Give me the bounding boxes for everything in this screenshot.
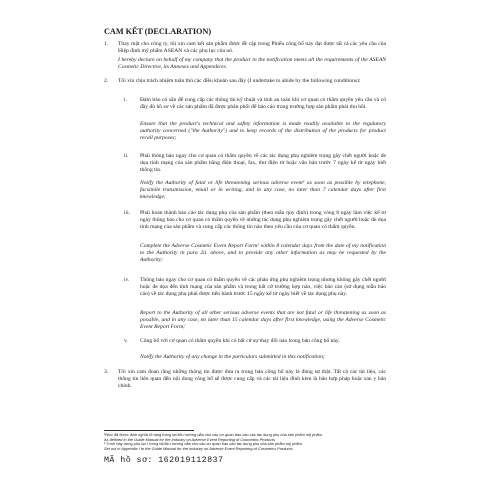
item-iii-number: iii. bbox=[124, 210, 131, 216]
section-2-number: 2. bbox=[104, 78, 109, 84]
item-iii-vi: Phải hoàn thành báo cáo tác dụng phụ của sản phẩm (theo mẫu quy định) trong vòng 8 ngày làm việc kể từ ngày thông báo cho cơ quan có thẩm quyền về những tác dụng phụ nghiêm trọng gây chết người hoặc đe dọa tính mạng của sản phẩm và cung cấp các thông tin nào theo yêu cầu của cơ quan có thẩm quyền. bbox=[140, 210, 386, 231]
item-iv-number: iv. bbox=[124, 277, 130, 283]
item-iv-vi: Thông báo ngay cho cơ quan có thẩm quyền về các phản ứng phụ nghiêm trọng nhưng không gây chết người hoặc đe dọa đến tính mạng của sản phẩm và trong bất cứ trường hợp nào, việc báo cáo (sử dụng mẫu báo cáo) về tác dụng phụ phải được tiến hành trước 15 ngày kể từ ngày biết về tác dụng phụ này. bbox=[140, 277, 386, 298]
section-1-en: I hereby declare on behalf of my company that the product in the notification meets all the requirements of the ASEAN Cosmetic Directive, its Annexes and Appendices. bbox=[118, 57, 386, 71]
section-1-number: 1. bbox=[104, 41, 109, 47]
item-i-en: Ensure that the product's technical and safety information is made readily available to the regulatory authority concerned ("the Authority") and to keep records of the distribution of the products for product recall purposes; bbox=[140, 121, 386, 142]
footnote-divider bbox=[104, 430, 194, 431]
section-3-text: Tôi xin cam đoan rằng những thông tin được đưa ra trong bản công bố này là đúng sự thật. Tất cả các tài liệu, các thông tin liên quan đến nội dung công bố sẽ được cung cấp và các tài liệu đính kèm là bản hợp pháp hoặc sao y bản chính. bbox=[118, 369, 386, 390]
footnote-2-vi: ² Trình bày trong phụ lục I trong tài liệu hướng dẫn cho các cơ quan báo cáo tác dụng phụ của sản phẩm mỹ phẩm. bbox=[104, 441, 303, 446]
item-i-vi: Đảm bảo có sẵn để cung cấp các thông tin kỹ thuật và tính an toàn khi cơ quan có thẩm quyền yêu cầu và có đầy đủ hồ sơ về các sản phẩm đã được phân phối để báo cáo trong trường hợp sản phẩm phải thu hồi. bbox=[140, 97, 386, 111]
footnote-1-vi: ¹Như đã được định nghĩa rõ ràng trong tài liệu hướng dẫn cho các cơ quan báo cáo các tác dụng phụ của sản phẩm mỹ phẩm. bbox=[104, 432, 323, 437]
footnote-2-en: Set out in Appendix I to the Guide Manual for the Industry on Adverse Event Reporting of Cosmetics Products bbox=[104, 445, 293, 451]
section-3-number: 3. bbox=[104, 369, 109, 375]
item-v-vi: Công bố với cơ quan có thẩm quyền khi có bất cứ sự thay đổi nào trong bản công bố này. bbox=[140, 338, 340, 344]
item-v-number: v. bbox=[124, 338, 128, 344]
document-code: MÃ hồ sơ: 162019112837 bbox=[104, 455, 224, 465]
section-1-vi: Thay mặt cho công ty, tôi xin cam kết sản phẩm được đề cập trong Phiếu công bố này đạt được tất cả các yêu cầu của Hiệp định mỹ phẩm ASEAN và các phụ lục của nó. bbox=[118, 41, 386, 55]
item-iii-en: Complete the Adverse Cosmetic Event Report Form² within 8 calendar days from the date of my notification to the Authority in para 2ii. above, and to provide any other information as may be requested by the Authority; bbox=[140, 243, 386, 264]
footnote-1-en: As defined in the Guide Manual for the Industry on Adverse Event Reporting of Cosmetics Products bbox=[104, 436, 275, 442]
page-title: CAM KẾT (DECLARATION) bbox=[104, 27, 212, 36]
item-i-number: i. bbox=[124, 97, 127, 103]
item-v-en: Notify the Authority of any change in the particulars submitted in this notification; bbox=[140, 354, 325, 360]
item-ii-vi: Phải thông báo ngay cho cơ quan có thẩm quyền về các tác dụng phụ nghiêm trọng gây chết người hoặc đe dọa tính mạng của sản phẩm bằng điện thoại, fax, thư điện tử hoặc văn bản trước 7 ngày kể từ ngày biết thông tin. bbox=[140, 153, 386, 174]
item-ii-number: ii. bbox=[124, 153, 129, 159]
section-2-heading: Tôi xin chịu trách nhiệm tuân thủ các điều khoản sau đây (I undertake to abide by the following conditions): bbox=[118, 78, 361, 84]
item-ii-en: Notify the Authority of fatal or life threatening serious adverse event¹ as soon as possible by telephone, facsimile transmission, email or in writing, and in any case, no later than 7 calendar days after first knowledge; bbox=[140, 180, 386, 201]
item-iv-en: Report to the Authority of all other serious adverse events that are not fatal or life threatening as soon as possible, and in any case, no later than 15 calendar days after first knowledge, using the Adverse Cosmetic Event Report Form; bbox=[140, 310, 386, 331]
